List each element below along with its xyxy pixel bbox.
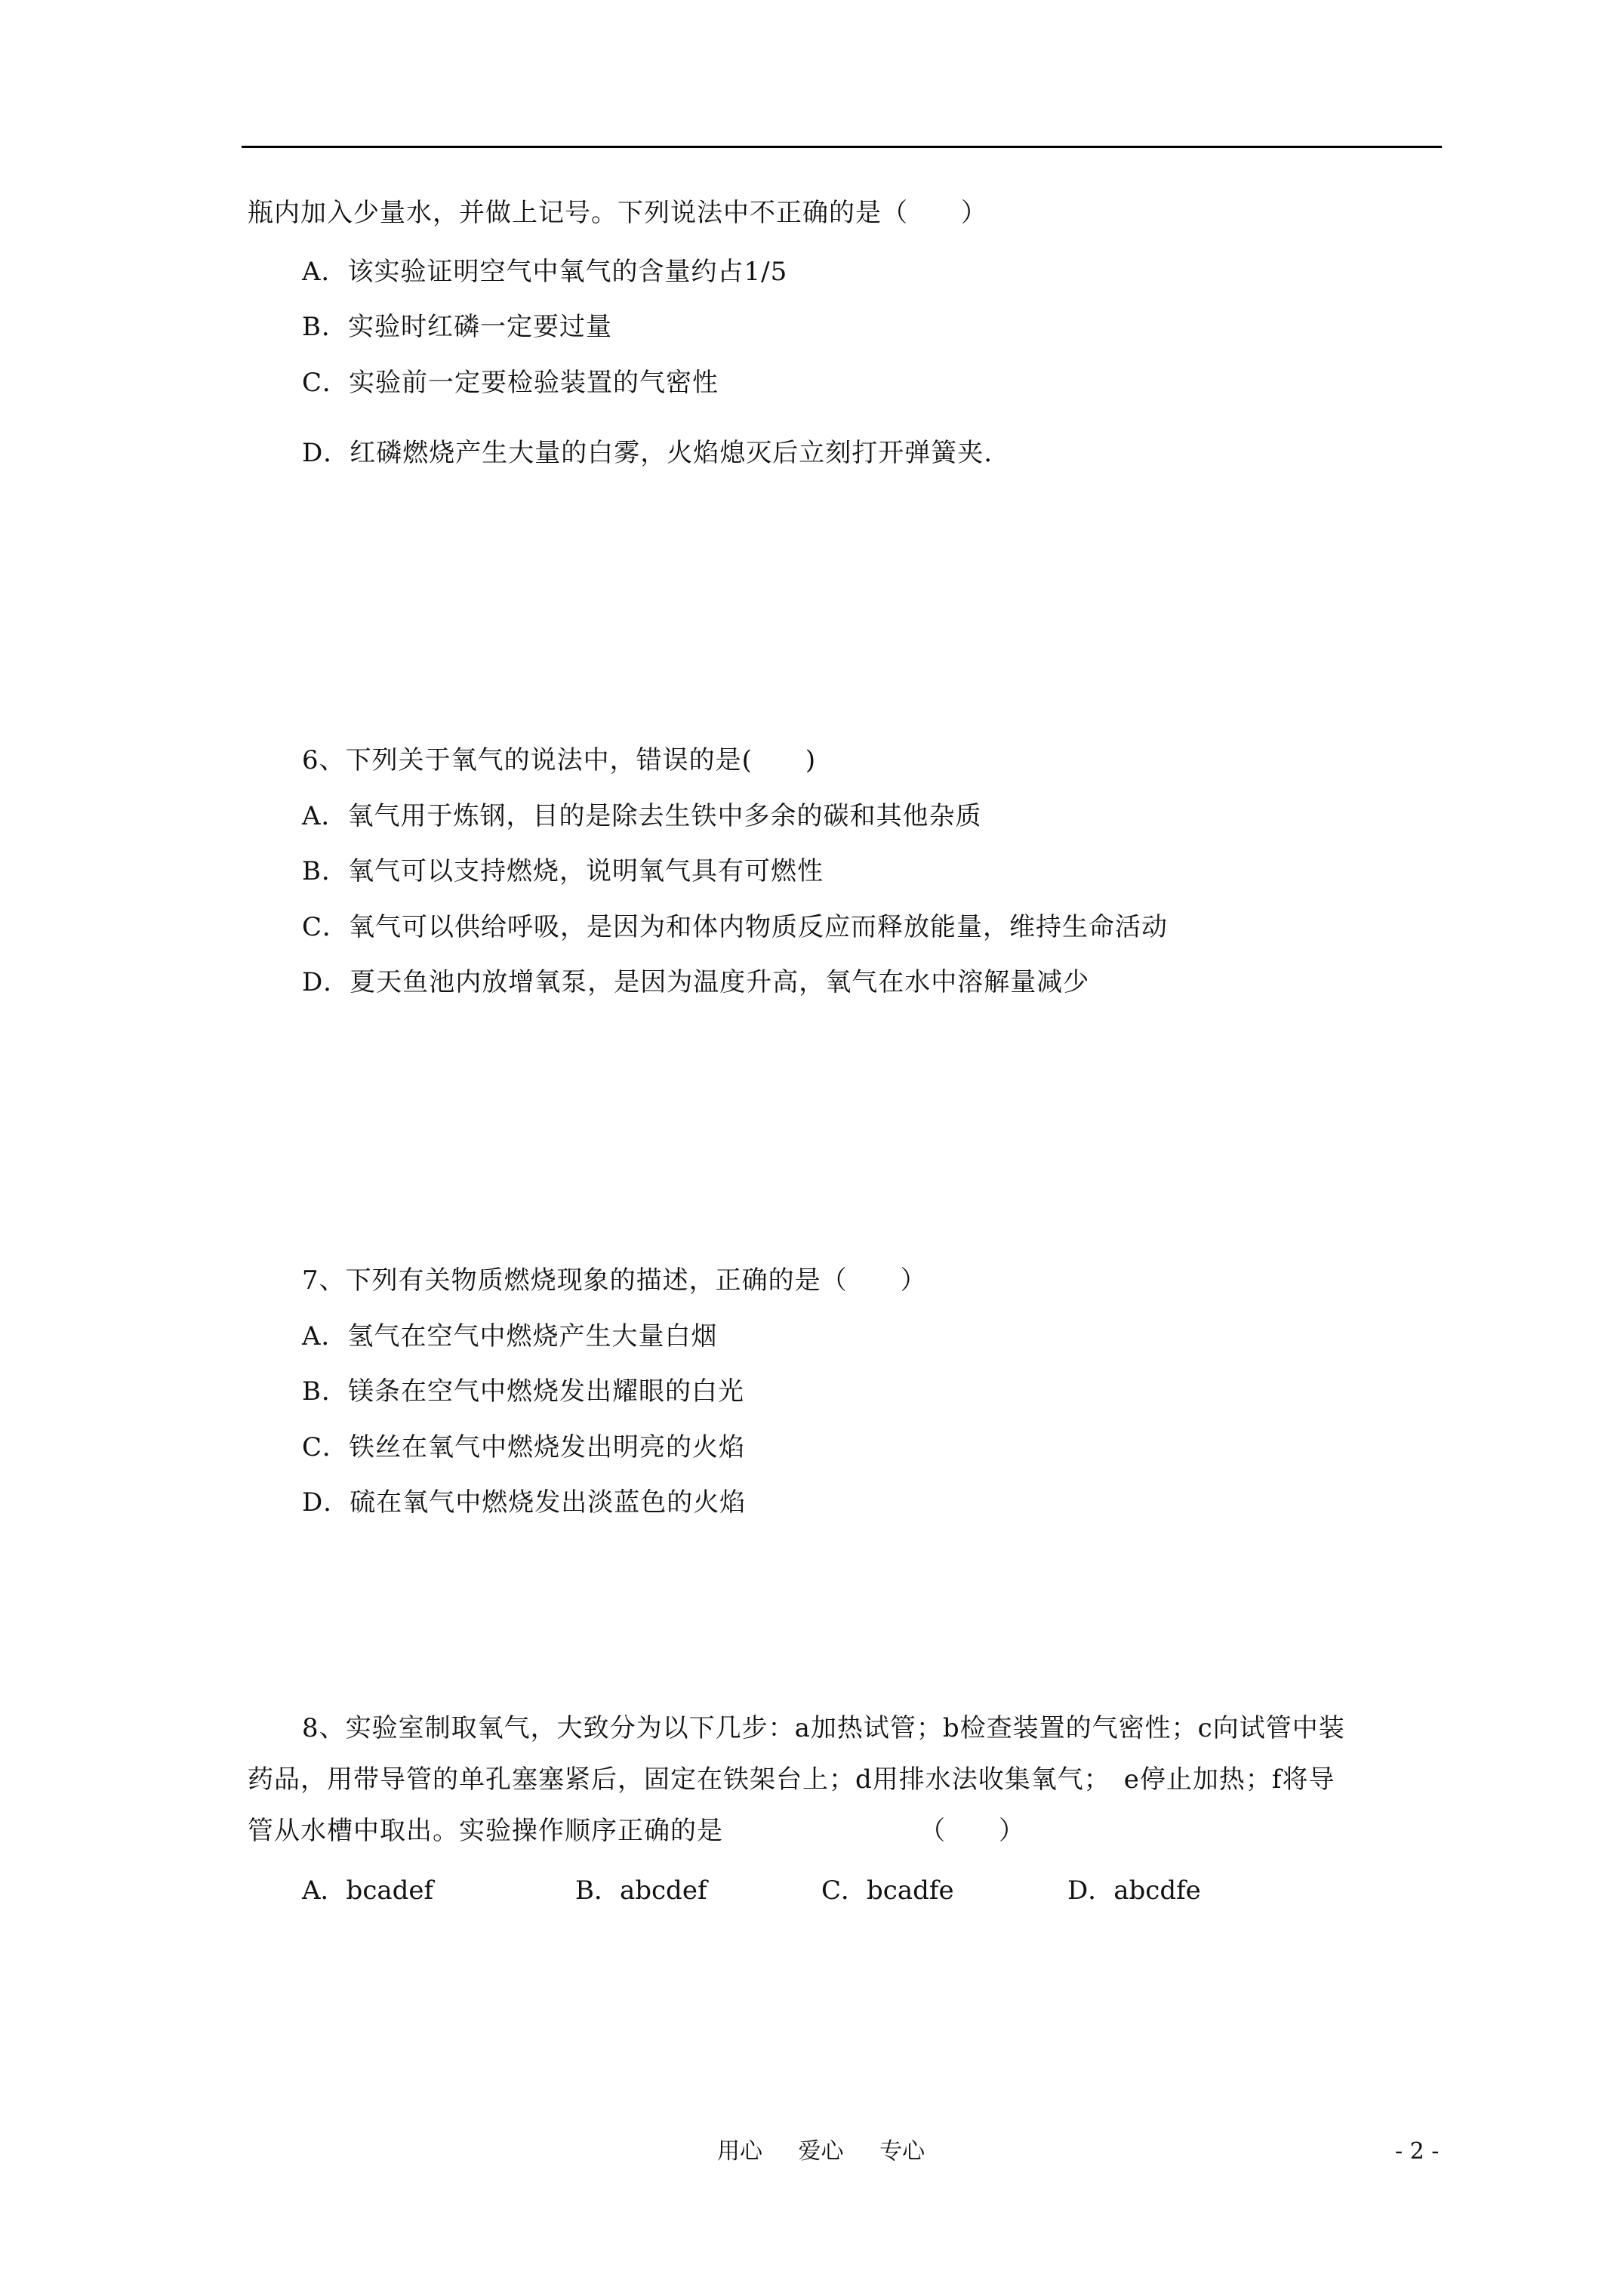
question-7-stem: 7、下列有关物质燃烧现象的描述，正确的是（ ） bbox=[302, 1265, 927, 1296]
question-5-stem-continuation: 瓶内加入少量水，并做上记号。下列说法中不正确的是（ ） bbox=[248, 198, 987, 228]
question-8-option-c: C．bcadfe bbox=[821, 1875, 954, 1906]
footer-slogan-2: 爱心 bbox=[798, 2138, 844, 2165]
question-6-option-c: C．氧气可以供给呼吸，是因为和体内物质反应而释放能量，维持生命活动 bbox=[302, 912, 1169, 942]
footer-slogan-1: 用心 bbox=[717, 2138, 762, 2165]
footer-slogan-3: 专心 bbox=[879, 2138, 925, 2165]
question-7-option-b: B．镁条在空气中燃烧发出耀眼的白光 bbox=[302, 1376, 744, 1407]
question-6-option-d: D．夏天鱼池内放增氧泵，是因为温度升高，氧气在水中溶解量减少 bbox=[302, 967, 1090, 997]
question-7-option-a: A．氢气在空气中燃烧产生大量白烟 bbox=[302, 1321, 718, 1351]
question-5-option-c: C．实验前一定要检验装置的气密性 bbox=[302, 368, 719, 398]
question-8-stem-line-3: 管从水槽中取出。实验操作顺序正确的是 bbox=[248, 1816, 723, 1846]
question-8-stem-line-1: 8、实验室制取氧气，大致分为以下几步：a加热试管；b检查装置的气密性；c向试管中装 bbox=[302, 1713, 1345, 1743]
question-6-option-b: B．氧气可以支持燃烧，说明氧气具有可燃性 bbox=[302, 856, 824, 886]
question-7-option-d: D．硫在氧气中燃烧发出淡蓝色的火焰 bbox=[302, 1487, 747, 1518]
question-8-stem-line-2: 药品，用带导管的单孔塞塞紧后，固定在铁架台上；d用排水法收集氧气； e停止加热；f将导 bbox=[248, 1764, 1335, 1795]
question-5-option-b: B．实验时红磷一定要过量 bbox=[302, 312, 612, 342]
question-7-option-c: C．铁丝在氧气中燃烧发出明亮的火焰 bbox=[302, 1432, 746, 1462]
footer-slogan bbox=[717, 2137, 925, 2167]
question-5-option-a: A．该实验证明空气中氧气的含量约占1/5 bbox=[302, 257, 788, 287]
question-5-option-d: D．红磷燃烧产生大量的白雾，火焰熄灭后立刻打开弹簧夹. bbox=[302, 438, 993, 468]
question-8-option-d: D．abcdfe bbox=[1067, 1875, 1201, 1906]
question-8-option-a: A．bcadef bbox=[302, 1875, 434, 1906]
question-8-option-b: B．abcdef bbox=[575, 1875, 707, 1906]
question-6-stem: 6、下列关于氧气的说法中，错误的是( ) bbox=[302, 745, 817, 775]
question-8-answer-blank: （ ） bbox=[919, 1816, 1025, 1846]
header-rule bbox=[242, 146, 1442, 148]
question-6-option-a: A．氧气用于炼钢，目的是除去生铁中多余的碳和其他杂质 bbox=[302, 801, 982, 831]
page-number: - 2 - bbox=[1395, 2138, 1440, 2165]
